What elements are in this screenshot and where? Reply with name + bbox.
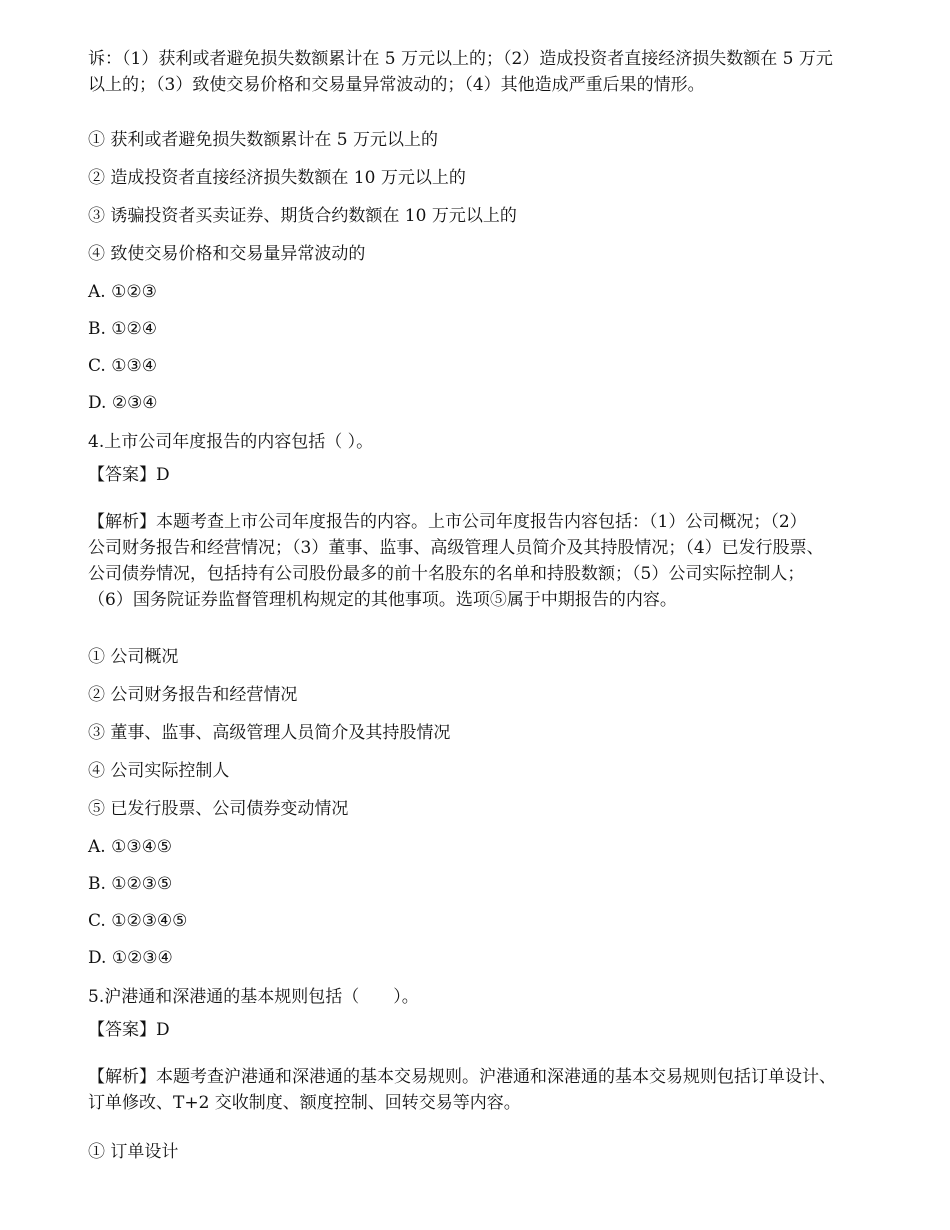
- q4-explanation-line-3: 公司债券情况，包括持有公司股份最多的前十名股东的名单和持股数额；（5）公司实际控制人；: [88, 564, 805, 584]
- q4-item-2: ② 公司财务报告和经营情况: [88, 685, 298, 705]
- q5-explanation-line-1: 【解析】本题考查沪港通和深港通的基本交易规则。沪港通和深港通的基本交易规则包括订单设计、: [88, 1067, 836, 1087]
- q4-item-1: ① 公司概况: [88, 647, 179, 667]
- q5-question: 5.沪港通和深港通的基本规则包括（ ）。: [88, 987, 419, 1007]
- q4-item-4: ④ 公司实际控制人: [88, 761, 230, 781]
- q3-explanation-line-2: 以上的；（3）致使交易价格和交易量异常波动的；（4）其他造成严重后果的情形。: [88, 75, 705, 95]
- q5-answer: 【答案】D: [88, 1020, 170, 1040]
- q4-option-b: B. ①②③⑤: [88, 874, 173, 894]
- q4-item-3: ③ 董事、监事、高级管理人员简介及其持股情况: [88, 723, 451, 743]
- q4-explanation-line-4: （6）国务院证券监督管理机构规定的其他事项。选项⑤属于中期报告的内容。: [88, 590, 677, 610]
- q4-answer: 【答案】D: [88, 465, 170, 485]
- q4-explanation-line-2: 公司财务报告和经营情况；（3）董事、监事、高级管理人员简介及其持股情况；（4）已发行股票、: [88, 538, 824, 558]
- q3-option-a: A. ①②③: [88, 282, 157, 302]
- q4-option-a: A. ①③④⑤: [88, 837, 173, 857]
- q3-explanation-line-1: 诉：（1）获利或者避免损失数额累计在 5 万元以上的；（2）造成投资者直接经济损失数额在 5 万元: [88, 49, 833, 69]
- q3-item-1: ① 获利或者避免损失数额累计在 5 万元以上的: [88, 130, 439, 150]
- q3-item-4: ④ 致使交易价格和交易量异常波动的: [88, 244, 366, 264]
- q4-question: 4.上市公司年度报告的内容包括（ ）。: [88, 432, 374, 452]
- q3-option-b: B. ①②④: [88, 319, 158, 339]
- q3-option-d: D. ②③④: [88, 393, 158, 413]
- q4-explanation-line-1: 【解析】本题考查上市公司年度报告的内容。上市公司年度报告内容包括：（1）公司概况；（2）: [88, 512, 807, 532]
- q4-item-5: ⑤ 已发行股票、公司债券变动情况: [88, 799, 349, 819]
- q3-item-2: ② 造成投资者直接经济损失数额在 10 万元以上的: [88, 168, 466, 188]
- q4-option-d: D. ①②③④: [88, 948, 173, 968]
- q3-item-3: ③ 诱骗投资者买卖证券、期货合约数额在 10 万元以上的: [88, 206, 517, 226]
- q5-explanation-line-2: 订单修改、T+2 交收制度、额度控制、回转交易等内容。: [88, 1093, 521, 1113]
- q5-item-1: ① 订单设计: [88, 1142, 179, 1162]
- q4-option-c: C. ①②③④⑤: [88, 911, 188, 931]
- q3-option-c: C. ①③④: [88, 356, 157, 376]
